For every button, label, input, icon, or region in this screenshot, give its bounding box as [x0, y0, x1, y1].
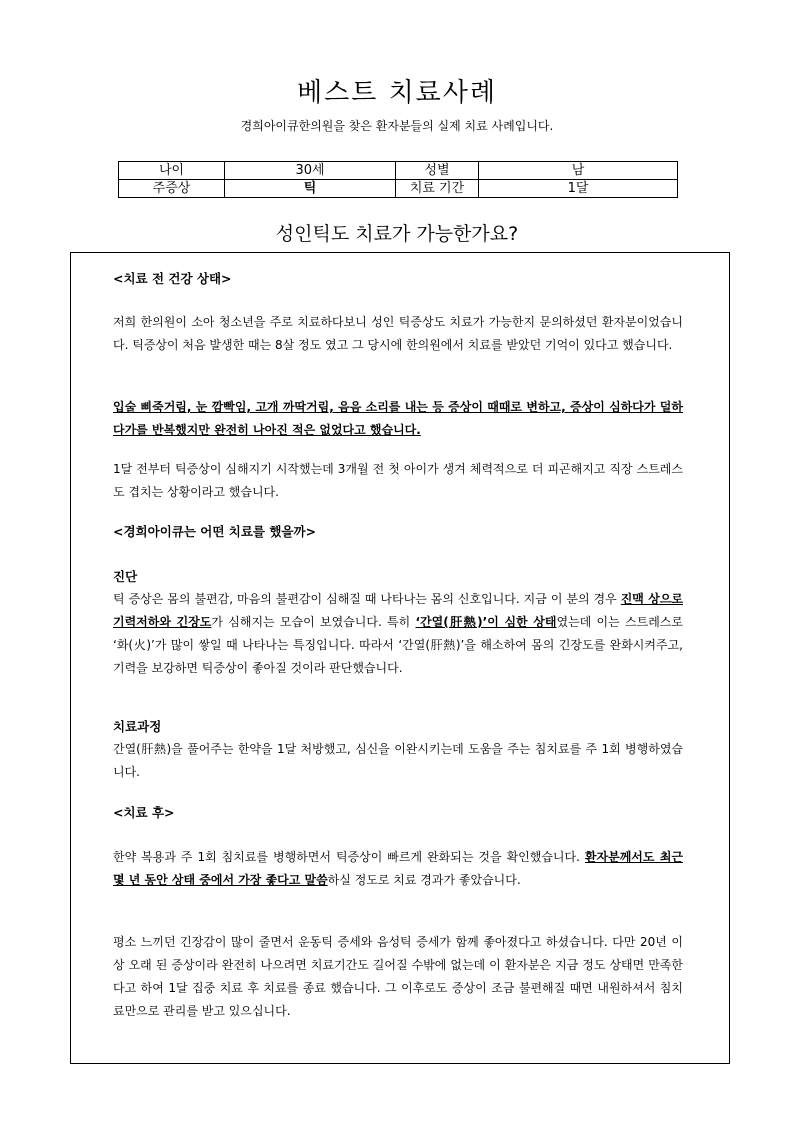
diagnosis-text: [113, 588, 683, 680]
gender-value: 남: [479, 162, 678, 180]
after-paragraph-2: 평소 느끼던 긴장감이 많이 줄면서 운동틱 증세와 음성틱 증세가 함께 좋아졌다고 하셨습니다. 다만 20년 이상 오래 된 증상이라 완전히 나으려면 치료기간도 길어질 수밖에 없는데 이 환자분은 지금 정도 상태면 만족한다고 하여 1달 집중 치료 후 치료를 종료 했습니다. 그 이후로도 증상이 조금 불편해질 때면 내원하셔서 침치료만으로 관리를 받고 있으십니다.: [113, 935, 683, 1018]
process-title: 치료과정: [113, 719, 162, 734]
diagnosis-text-part: 였는데 이는 스트레스로 ‘화(火)’가 많이 쌓일 때 나타나는 특징입니다. 따라서 ‘간열(肝熱)’을 해소하여 몸의 긴장도를 완화시켜주고, 기력을 보강하면 틱증상이 좋아질 것이라 판단했습니다.: [113, 615, 683, 675]
after-text-part: 한약 복용과 주 1회 침치료를 병행하면서 틱증상이 빠르게 완화되는 것을 확인했습니다.: [113, 850, 585, 864]
age-value: 30세: [225, 162, 396, 180]
diagnosis-title: 진단: [113, 569, 138, 584]
complaint-label: 주증상: [119, 180, 225, 198]
period-label: 치료 기간: [396, 180, 479, 198]
after-text-part: 하실 정도로 치료 경과가 좋았습니다.: [327, 873, 521, 887]
before-paragraph-3: 1달 전부터 틱증상이 심해지기 시작했는데 3개월 전 첫 아이가 생겨 체력적으로 더 피곤해지고 직장 스트레스도 겹치는 상황이라고 했습니다.: [113, 462, 683, 499]
age-label: 나이: [119, 162, 225, 180]
page-title: 베스트 치료사례: [296, 78, 498, 108]
table-row: [119, 180, 678, 198]
diagnosis-highlight-2: ‘간열(肝熱)’이 심한 상태: [415, 615, 557, 629]
diagnosis-text-part: 틱 증상은 몸의 불편감, 마음의 불편감이 심해질 때 나타나는 몸의 신호입니다. 지금 이 분의 경우: [113, 592, 621, 606]
after-highlight: 환자분께서도 최근 몇 년 동안 상태 중에서 가장 좋다고 말씀: [113, 850, 683, 887]
diagnosis-text-part: 가 심해지는 모습이 보였습니다. 특히: [211, 615, 416, 629]
treatment-heading: <경희아이큐는 어떤 치료를 했을까>: [113, 524, 317, 539]
after-heading: <치료 후>: [113, 805, 175, 820]
case-question: 성인틱도 치료가 가능한가요?: [275, 223, 519, 245]
after-paragraph-1: [113, 846, 683, 892]
table-row: [119, 162, 678, 180]
process-text: 간열(肝熱)을 풀어주는 한약을 1달 처방했고, 심신을 이완시키는데 도움을 주는 침치료를 주 1회 병행하였습니다.: [113, 742, 683, 779]
period-value: 1달: [479, 180, 678, 198]
diagnosis-highlight-1: 진맥 상으로 기력저하와 긴장도: [113, 592, 683, 629]
before-paragraph-2: 입술 삐죽거림, 눈 깜빡임, 고개 까딱거림, 음음 소리를 내는 등 증상이 때때로 변하고, 증상이 심하다가 덜하다가를 반복했지만 완전히 나아진 적은 없었다고 했습니다.: [113, 400, 683, 437]
page-subtitle: 경희아이큐한의원을 찾은 환자분들의 실제 치료 사례입니다.: [240, 119, 554, 133]
before-heading: <치료 전 건강 상태>: [113, 271, 232, 286]
gender-label: 성별: [396, 162, 479, 180]
patient-info-table: [118, 161, 678, 198]
complaint-value: 틱: [225, 180, 396, 198]
before-paragraph-1: 저희 한의원이 소아 청소년을 주로 치료하다보니 성인 틱증상도 치료가 가능한지 문의하셨던 환자분이었습니다. 틱증상이 처음 발생한 때는 8살 정도 였고 그 당시에 한의원에서 치료를 받았던 기억이 있다고 했습니다.: [113, 315, 683, 352]
